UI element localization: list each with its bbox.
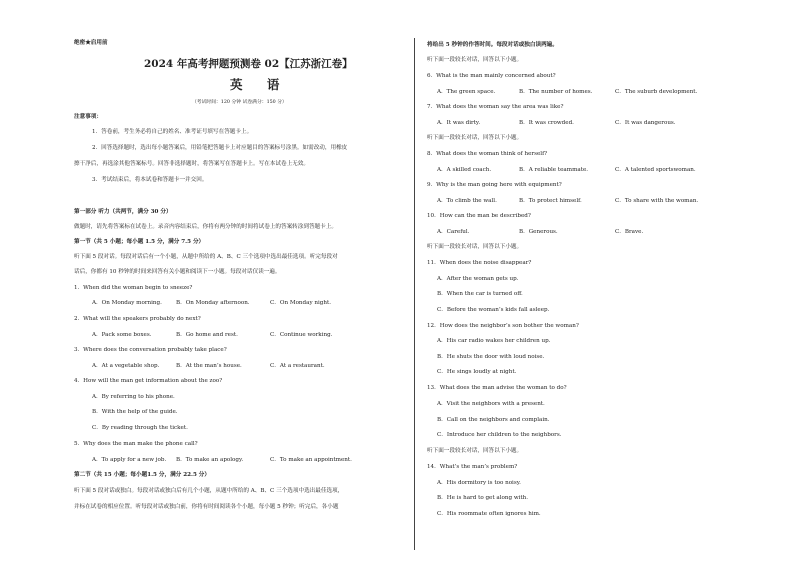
q5-option-a: A．To apply for a new job.: [92, 457, 167, 463]
question-1: 1．When did the woman begin to sneeze?: [74, 285, 193, 291]
section2-intro-b: 并标在试卷的相应位置。听每段对话或独白前，你将有时间阅读各个小题，每小题 5 秒钟；听完后，各小题: [74, 504, 339, 510]
q10-option-c: C．Brave.: [615, 229, 644, 235]
question-5: 5．Why does the man make the phone call?: [74, 441, 198, 447]
q2-option-a: A．Pack some boxes.: [92, 332, 152, 338]
q6-option-c: C．The suburb development.: [615, 89, 698, 95]
q14-option-b: B．He is hard to get along with.: [437, 495, 529, 501]
q13-option-b: B．Call on the neighbors and complain.: [437, 417, 550, 423]
dialogue-instruction-11: 听下面一段较长对话，回答以下小题。: [427, 244, 523, 250]
exam-info: （考试时间：120 分钟 试卷满分：150 分）: [192, 100, 287, 105]
section2-heading: 第二节（共 15 小题；每小题1.5 分，满分 22.5 分）: [74, 472, 210, 478]
q4-option-a: A．By referring to his phone.: [92, 394, 175, 400]
column-divider: [414, 38, 415, 550]
dialogue-instruction-6: 听下面一段较长对话，回答以下小题。: [427, 57, 523, 63]
notice-heading: 注意事项：: [74, 114, 102, 120]
q1-option-a: A．On Monday morning.: [92, 300, 162, 306]
question-6: 6．What is the man mainly concerned about?: [427, 73, 556, 79]
section2-intro-a: 听下面 5 段对话或独白。每段对话或独白后有几个小题，从题中所给的 A、B、C 三个选项中选出最佳选项，: [74, 488, 344, 494]
question-2: 2．What will the speakers probably do next?: [74, 316, 201, 322]
secret-mark: 绝密★启用前: [74, 40, 108, 46]
q12-option-c: C．He sings loudly at night.: [437, 369, 517, 375]
question-12: 12．How does the neighbor’s son bother the woman?: [427, 323, 579, 329]
q2-option-b: B．Go home and rest.: [176, 332, 238, 338]
q11-option-c: C．Before the woman’s kids fall asleep.: [437, 307, 550, 313]
q7-option-a: A．It was dirty.: [437, 120, 481, 126]
q6-option-a: A．The green space.: [437, 89, 496, 95]
q14-option-a: A．His dormitory is too noisy.: [437, 480, 521, 486]
part1-intro: 做题时，请先将答案标在试卷上。录音内容结束后，你将有两分钟的时间将试卷上的答案转涂到答题卡上。: [74, 224, 337, 230]
notice-item-1: 1．答卷前，考生务必将自己的姓名、准考证号填写在答题卡上。: [92, 129, 253, 135]
question-3: 3．Where does the conversation probably take place?: [74, 347, 227, 353]
question-13: 13．What does the man advise the woman to do?: [427, 385, 567, 391]
question-7: 7．What does the woman say the area was like?: [427, 104, 564, 110]
section2-intro-cont: 将给出 5 秒钟的作答时间。每段对话或独白读两遍。: [427, 42, 558, 48]
q13-option-a: A．Visit the neighbors with a present.: [437, 401, 545, 407]
q9-option-b: B．To protect himself.: [519, 198, 582, 204]
question-14: 14．What’s the man’s problem?: [427, 464, 518, 470]
q5-option-c: C．To make an appointment.: [270, 457, 352, 463]
q9-option-c: C．To share with the woman.: [615, 198, 699, 204]
q1-option-b: B．On Monday afternoon.: [176, 300, 250, 306]
q2-option-c: C．Continue working.: [270, 332, 333, 338]
q3-option-a: A．At a vegetable shop.: [92, 363, 160, 369]
q1-option-c: C．On Monday night.: [270, 300, 331, 306]
q7-option-b: B．It was crowded.: [519, 120, 574, 126]
q9-option-a: A．To climb the wall.: [437, 198, 497, 204]
q8-option-b: B．A reliable teammate.: [519, 167, 589, 173]
q13-option-c: C．Introduce her children to the neighbors.: [437, 432, 562, 438]
q12-option-a: A．His car radio wakes her children up.: [437, 338, 551, 344]
section1-intro-b: 话后，你都有 10 秒钟的时间来回答有关小题和阅读下一小题。每段对话仅读一遍。: [74, 269, 281, 275]
q6-option-b: B．The number of homes.: [519, 89, 593, 95]
question-11: 11．When does the noise disappear?: [427, 260, 532, 266]
section1-heading: 第一节（共 5 小题；每小题 1.5 分，满分 7.5 分）: [74, 239, 205, 245]
dialogue-instruction-14: 听下面一段较长对话，回答以下小题。: [427, 448, 523, 454]
q14-option-c: C．His roommate often ignores him.: [437, 511, 541, 517]
notice-item-3: 3．考试结束后，将本试卷和答题卡一并交回。: [92, 177, 208, 183]
q4-option-b: B．With the help of the guide.: [92, 409, 178, 415]
subject-title: 英 语: [230, 77, 290, 92]
question-10: 10．How can the man be described?: [427, 213, 531, 219]
q10-option-b: B．Generous.: [519, 229, 558, 235]
q12-option-b: B．He shuts the door with loud noise.: [437, 354, 545, 360]
section1-intro-a: 听下面 5 段对话。每段对话后有一个小题，从题中所给的 A、B、C 三个选项中选出最佳选项。听完每段对: [74, 254, 338, 260]
question-4: 4．How will the man get information about the zoo?: [74, 378, 223, 384]
q8-option-c: C．A talented sportswoman.: [615, 167, 696, 173]
q11-option-a: A．After the woman gets up.: [437, 276, 519, 282]
q7-option-c: C．It was dangerous.: [615, 120, 676, 126]
notice-item-2: 2．回答选择题时，选出每小题答案后，用铅笔把答题卡上对应题目的答案标号涂黑。如需改动，用橡皮: [92, 145, 348, 151]
question-9: 9．Why is the man going here with equipment?: [427, 182, 562, 188]
q5-option-b: B．To make an apology.: [176, 457, 244, 463]
q3-option-b: B．At the man’s house.: [176, 363, 242, 369]
exam-title: 2024 年高考押题预测卷 02【江苏浙江卷】: [144, 58, 353, 70]
part1-heading: 第一部分 听力（共两节，满分 30 分）: [74, 209, 172, 215]
q3-option-c: C．At a restaurant.: [270, 363, 325, 369]
dialogue-instruction-8: 听下面一段较长对话，回答以下小题。: [427, 135, 523, 141]
q10-option-a: A．Careful.: [437, 229, 470, 235]
q8-option-a: A．A skilled coach.: [437, 167, 492, 173]
question-8: 8．What does the woman think of herself?: [427, 151, 548, 157]
notice-item-2-cont: 擦干净后，再选涂其他答案标号。回答非选择题时，将答案写在答题卡上。写在本试卷上无效。: [74, 161, 309, 167]
q4-option-c: C．By reading through the ticket.: [92, 425, 188, 431]
q11-option-b: B．When the car is turned off.: [437, 291, 523, 297]
